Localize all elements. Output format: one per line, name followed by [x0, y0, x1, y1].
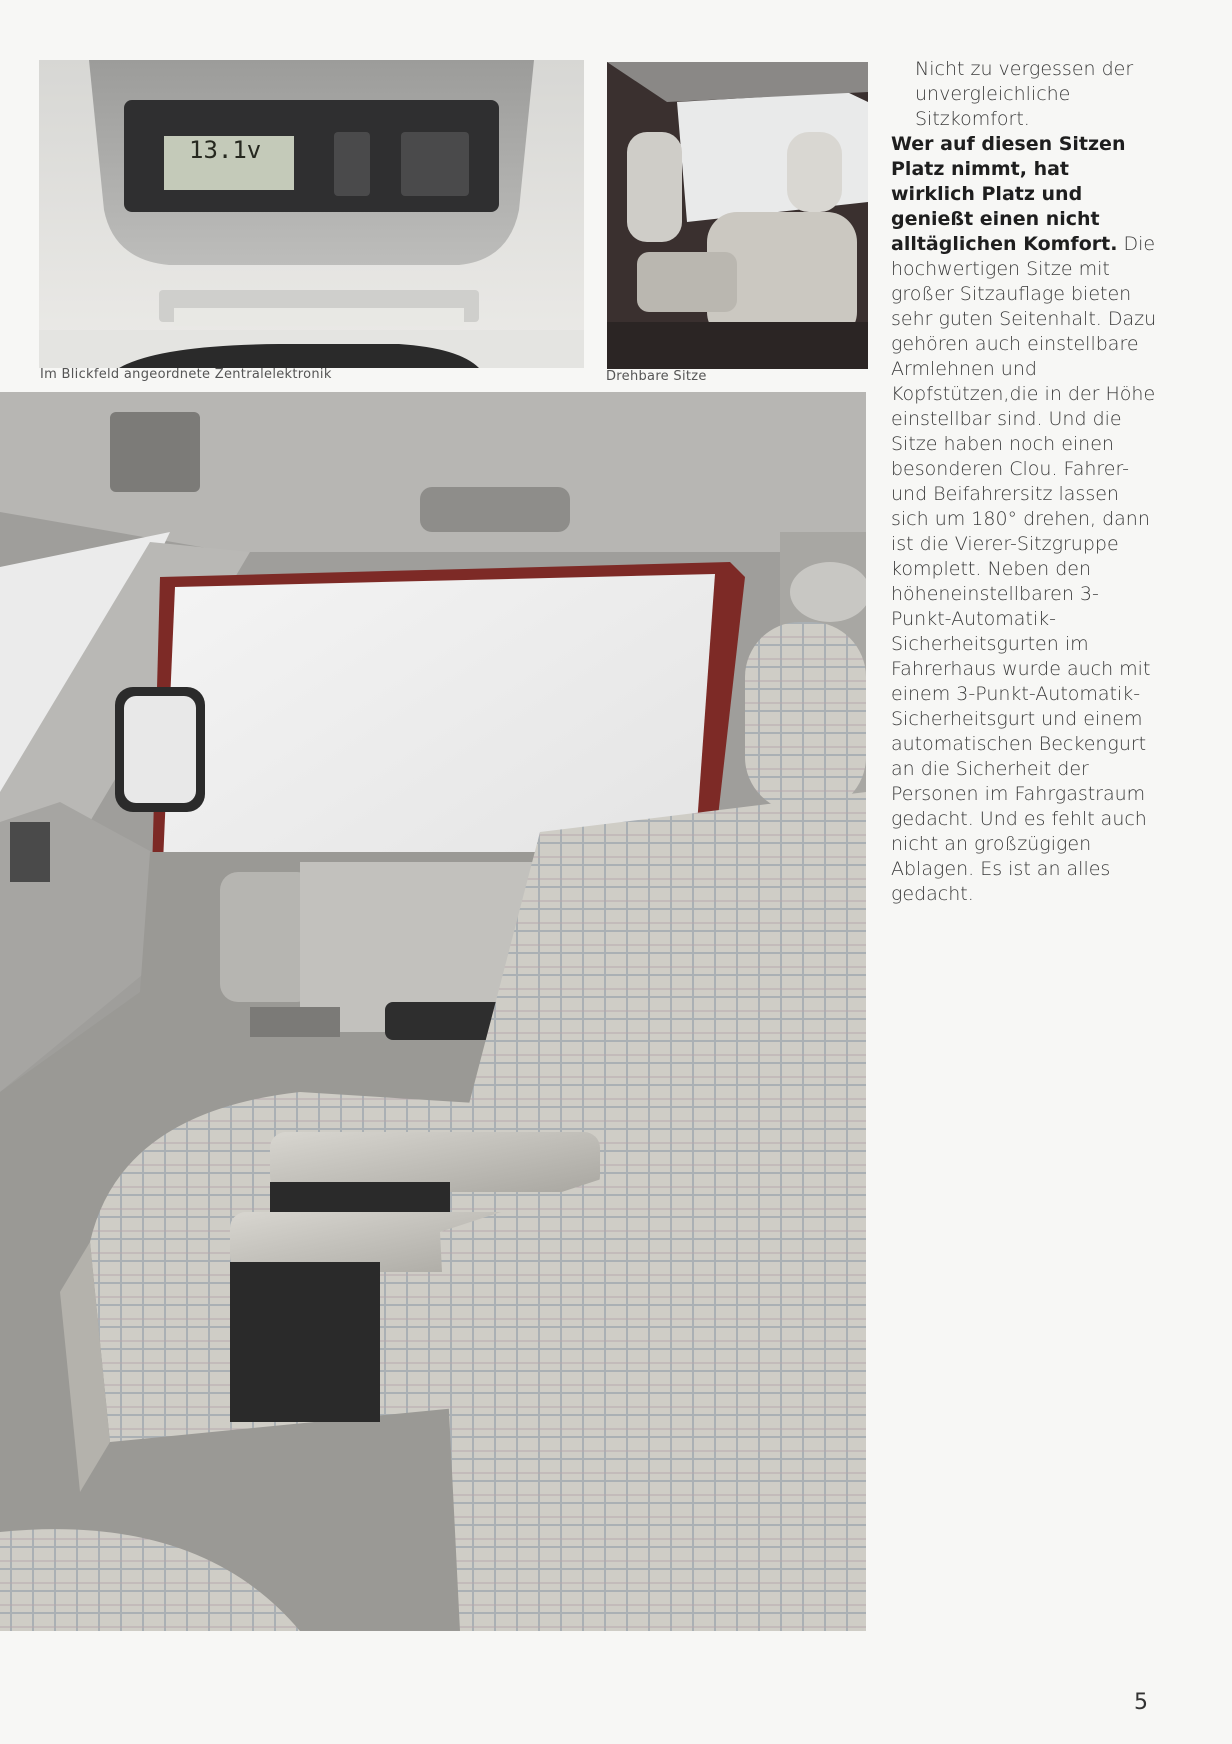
page-number: 5	[1134, 1690, 1148, 1715]
article-text	[891, 57, 1157, 907]
lead-sentence: Wer auf diesen Sitzen Platz nimmt, hat wirklich Platz und genießt einen nicht alltäglichen Komfort.	[891, 133, 1126, 255]
swivel-caption: Drehbare Sitze	[606, 369, 707, 384]
body-sentence: Die hochwertigen Sitze mit großer Sitzauflage bieten sehr guten Seitenhalt. Dazu gehören auch einstellbare Armlehnen und Kopfstützen,die in der Höhe einstellbar sind. Und die Sitze haben noch einen besonderen Clou. Fahrer- und Beifahrersitz lassen sich um 180° drehen, dann ist die Vierer-Sitzgruppe komplett. Neben den höheneinstellbaren 3-Punkt-Automatik-Sicherheitsgurten im Fahrerhaus wurde auch mit einem 3-Punkt-Automatik-Sicherheitsgurt und einem automatischen Beckengurt an die Sicherheit der Personen im Fahrgastraum gedacht. Und es fehlt auch nicht an großzügigen Ablagen. Es ist an alles gedacht.	[891, 233, 1157, 905]
body-paragraph	[891, 132, 1157, 907]
swivel-seats-photo	[607, 62, 868, 369]
interior-photo	[0, 392, 866, 1631]
console-caption: Im Blickfeld angeordnete Zentralelektronik	[40, 367, 332, 382]
intro-paragraph: Nicht zu vergessen der unvergleichliche Sitzkomfort.	[915, 58, 1134, 130]
display-reading: 13.1v	[189, 136, 262, 164]
console-photo	[39, 60, 584, 368]
